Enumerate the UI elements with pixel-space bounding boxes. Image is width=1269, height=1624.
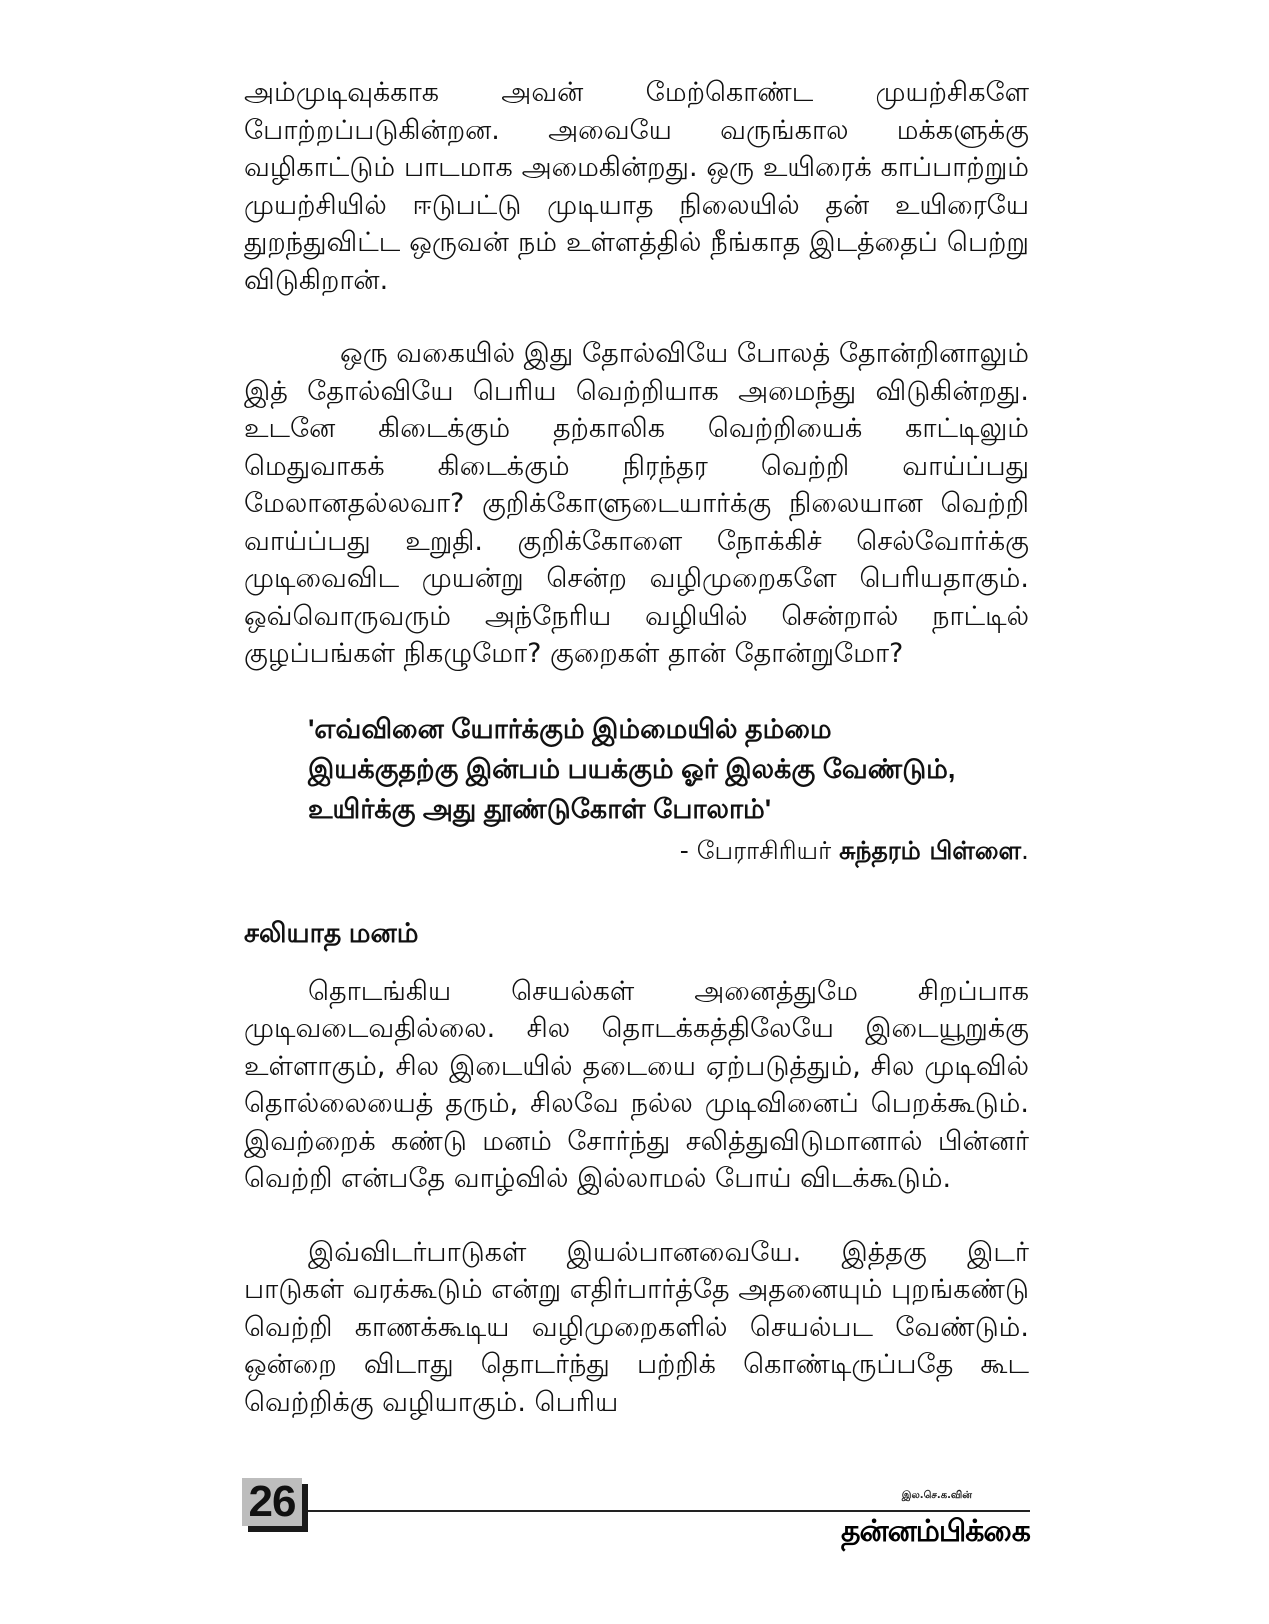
quote-line: இயக்குதற்கு இன்பம் பயக்கும் ஓர் இலக்கு வேண்டும், — [308, 753, 956, 784]
paragraph: இவ்விடர்பாடுகள் இயல்பானவையே. இத்தகு இடர் பாடுகள் வரக்கூடும் என்று எதிர்பார்த்தே அதனையும் புறங்கண்டு வெற்றி காணக்கூடிய வழிமுறைகளில் செயல்பட வேண்டும். ஒன்றை விடாது தொடர்ந்து பற்றிக் கொண்டிருப்பதே கூட வெற்றிக்கு வழியாகும். பெரிய — [244, 1236, 1029, 1418]
footer-author: இல.செ.க.வின் — [901, 1490, 972, 1501]
page-body — [244, 74, 1029, 1457]
attribution-prefix: - பேராசிரியர் — [679, 835, 840, 865]
section-heading: சலியாத மனம் — [244, 917, 419, 948]
page-number: 26 — [242, 1478, 302, 1526]
paragraph: தொடங்கிய செயல்கள் அனைத்துமே சிறப்பாக முடிவடைவதில்லை. சில தொடக்கத்திலேயே இடையூறுக்கு உள்ளாகும், சில இடையில் தடையை ஏற்படுத்தும், சில முடிவில் தொல்லையைத் தரும், சிலவே நல்ல முடிவினைப் பெறக்கூடும். இவற்றைக் கண்டு மனம் சோர்ந்து சலித்துவிடுமானால் பின்னர் வெற்றி என்பதே வாழ்வில் இல்லாமல் போய் விடக்கூடும். — [244, 975, 1029, 1194]
quote-attribution — [244, 831, 1029, 871]
paragraph: அம்முடிவுக்காக அவன் மேற்கொண்ட முயற்சிகளே போற்றப்படுகின்றன. அவையே வருங்கால மக்களுக்கு வழிகாட்டும் பாடமாக அமைகின்றது. ஒரு உயிரைக் காப்பாற்றும் முயற்சியில் ஈடுபட்டு முடியாத நிலையில் தன் உயிரையே துறந்துவிட்ட ஒருவன் நம் உள்ளத்தில் நீங்காத இடத்தைப் பெற்று விடுகிறான். — [244, 77, 1029, 296]
attribution-suffix: . — [1021, 835, 1029, 865]
footer-book-title: தன்னம்பிக்கை — [841, 1514, 1030, 1549]
paragraph: ஒரு வகையில் இது தோல்வியே போலத் தோன்றினாலும் இத் தோல்வியே பெரிய வெற்றியாக அமைந்து விடுகின்றது. உடனே கிடைக்கும் தற்காலிக வெற்றியைக் காட்டிலும் மெதுவாகக் கிடைக்கும் நிரந்தர வெற்றி வாய்ப்பது மேலானதல்லவா? குறிக்கோளுடையார்க்கு நிலையான வெற்றி வாய்ப்பது உறுதி. குறிக்கோளை நோக்கிச் செல்வோர்க்கு முடிவைவிட முயன்று சென்ற வழிமுறைகளே பெரியதாகும். ஒவ்வொருவரும் அந்நேரிய வழியில் சென்றால் நாட்டில் குழப்பங்கள் நிகழுமோ? குறைகள் தான் தோன்றுமோ? — [244, 338, 1029, 669]
quote-line: உயிர்க்கு அது தூண்டுகோள் போலாம்' — [308, 793, 772, 824]
quote-line: 'எவ்வினை யோர்க்கும் இம்மையில் தம்மை — [308, 713, 832, 744]
attribution-name: சுந்தரம் பிள்ளை — [839, 835, 1022, 865]
footer-divider — [308, 1510, 1030, 1512]
quotation-block — [308, 709, 1029, 829]
